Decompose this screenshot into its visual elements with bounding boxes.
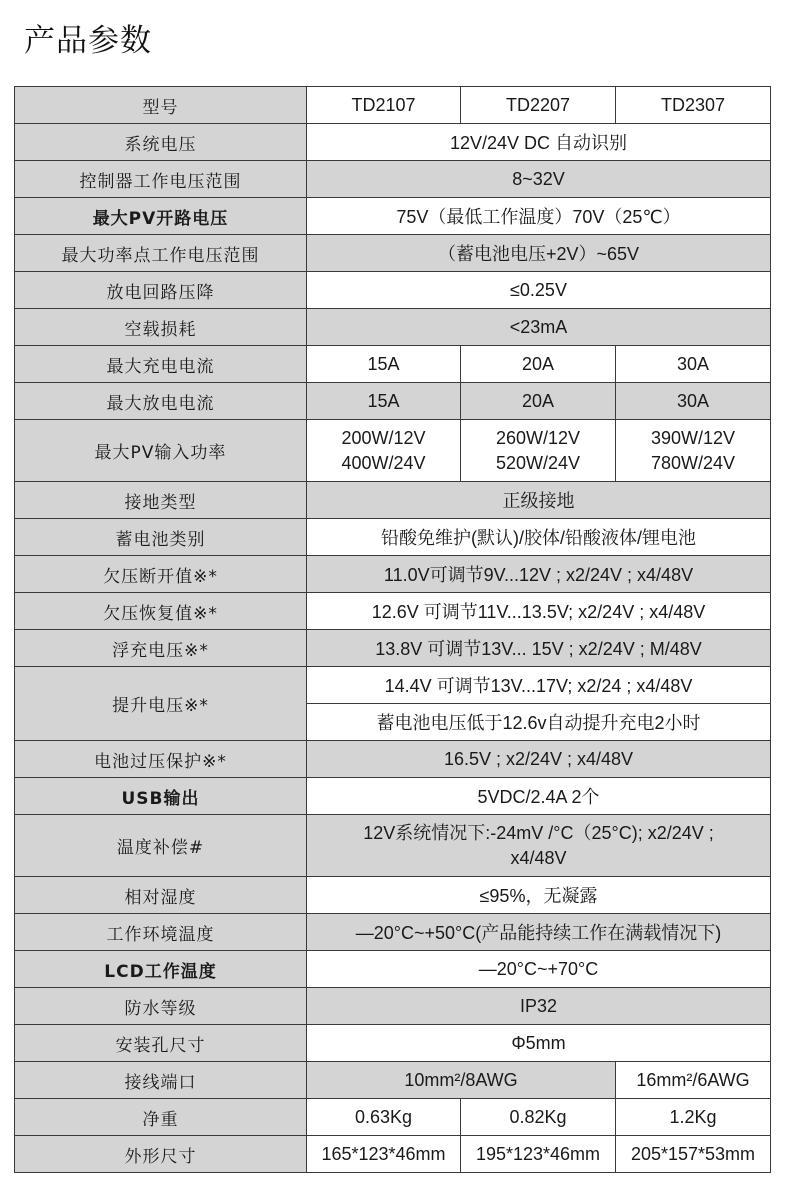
table-row-max-pv-power [15,420,771,482]
table-row-model [15,87,771,124]
row-value [461,420,616,482]
table-row-temp-compensation [15,815,771,877]
row-label: 控制器工作电压范围 [15,161,307,198]
row-value: 11.0V可调节9V...12V ; x2/24V ; x4/48V [307,556,771,593]
table-row-mppt-range [15,235,771,272]
row-value: 30A [616,383,771,420]
page-title: 产品参数 [24,23,152,59]
row-label: 系统电压 [15,124,307,161]
value-line: 200W/12V [341,427,426,448]
row-label: 安装孔尺寸 [15,1025,307,1062]
table-row-usb-output [15,778,771,815]
row-value: 0.63Kg [307,1099,461,1136]
row-value: 16mm²/6AWG [616,1062,771,1099]
row-value: Φ5mm [307,1025,771,1062]
table-row-discharge-drop [15,272,771,309]
row-label: 净重 [15,1099,307,1136]
row-label: 接线端口 [15,1062,307,1099]
row-label: 欠压恢复值※* [15,593,307,630]
row-label: 蓄电池类别 [15,519,307,556]
table-row-overvoltage-protect [15,741,771,778]
row-label: 温度补偿# [15,815,307,877]
row-value [307,420,461,482]
table-row-undervoltage-disconnect [15,556,771,593]
table-row-ground-type [15,482,771,519]
row-value: 蓄电池电压低于12.6v自动提升充电2小时 [307,704,771,741]
row-label: LCD工作温度 [15,951,307,988]
table-row-max-pv-open-voltage [15,198,771,235]
row-value: 13.8V 可调节13V... 15V ; x2/24V ; M/48V [307,630,771,667]
row-value: ≤0.25V [307,272,771,309]
row-value: IP32 [307,988,771,1025]
row-label: 外形尺寸 [15,1136,307,1173]
row-value: （蓄电池电压+2V）~65V [307,235,771,272]
table-row-waterproof [15,988,771,1025]
row-label: 防水等级 [15,988,307,1025]
row-label: 接地类型 [15,482,307,519]
row-label: 最大放电电流 [15,383,307,420]
value-line: 390W/12V [650,427,736,448]
row-label: 最大PV输入功率 [15,420,307,482]
table-row-boost-voltage [15,667,771,704]
table-row-controller-voltage [15,161,771,198]
row-value: 14.4V 可调节13V...17V; x2/24 ; x4/48V [307,667,771,704]
value-line: 260W/12V [495,427,581,448]
row-value: 20A [461,346,616,383]
table-row-net-weight [15,1099,771,1136]
model-td2307: TD2307 [616,87,771,124]
table-row-humidity [15,877,771,914]
row-value: 8~32V [307,161,771,198]
table-row-terminal [15,1062,771,1099]
row-label-model: 型号 [15,87,307,124]
row-value: 12V系统情况下:-24mV /°C（25°C); x2/24V ; x4/48V [307,815,771,877]
row-value: 16.5V ; x2/24V ; x4/48V [307,741,771,778]
model-td2207: TD2207 [461,87,616,124]
table-row-dimensions [15,1136,771,1173]
table-row-mount-hole [15,1025,771,1062]
value-line: 400W/24V [341,452,426,473]
value-line: 520W/24V [495,452,581,473]
row-label: 电池过压保护※* [15,741,307,778]
row-value: 75V（最低工作温度）70V（25℃） [307,198,771,235]
row-value [616,420,771,482]
row-label: 相对湿度 [15,877,307,914]
table-row-lcd-temp [15,951,771,988]
row-value: 20A [461,383,616,420]
spec-table [14,86,771,1173]
row-label: 放电回路压降 [15,272,307,309]
row-value: 30A [616,346,771,383]
row-value: 10mm²/8AWG [307,1062,616,1099]
row-label: 最大充电电流 [15,346,307,383]
row-value: 铅酸免维护(默认)/胶体/铅酸液体/锂电池 [307,519,771,556]
row-value: 1.2Kg [616,1099,771,1136]
row-value: 0.82Kg [461,1099,616,1136]
row-label: 浮充电压※* [15,630,307,667]
row-value: ≤95%，无凝露 [307,877,771,914]
row-value: 12.6V 可调节11V...13.5V; x2/24V ; x4/48V [307,593,771,630]
row-label: 空载损耗 [15,309,307,346]
table-row-ambient-temp [15,914,771,951]
table-row-float-voltage [15,630,771,667]
row-label: 提升电压※* [15,667,307,741]
row-label: 最大功率点工作电压范围 [15,235,307,272]
row-value: —20°C~+50°C(产品能持续工作在满载情况下) [307,914,771,951]
row-value: 15A [307,346,461,383]
row-value: <23mA [307,309,771,346]
row-value: 195*123*46mm [461,1136,616,1173]
value-line: 780W/24V [650,452,736,473]
table-row-max-discharge-current [15,383,771,420]
table-row-battery-type [15,519,771,556]
row-value: 5VDC/2.4A 2个 [307,778,771,815]
row-label: 最大PV开路电压 [15,198,307,235]
row-label: 欠压断开值※* [15,556,307,593]
row-value: 205*157*53mm [616,1136,771,1173]
row-value: 正级接地 [307,482,771,519]
row-value: 165*123*46mm [307,1136,461,1173]
row-label: 工作环境温度 [15,914,307,951]
table-row-no-load-loss [15,309,771,346]
row-label: USB输出 [15,778,307,815]
row-value: 12V/24V DC 自动识别 [307,124,771,161]
row-value: —20°C~+70°C [307,951,771,988]
table-row-max-charge-current [15,346,771,383]
model-td2107: TD2107 [307,87,461,124]
row-value: 15A [307,383,461,420]
table-row-system-voltage [15,124,771,161]
table-row-undervoltage-recover [15,593,771,630]
